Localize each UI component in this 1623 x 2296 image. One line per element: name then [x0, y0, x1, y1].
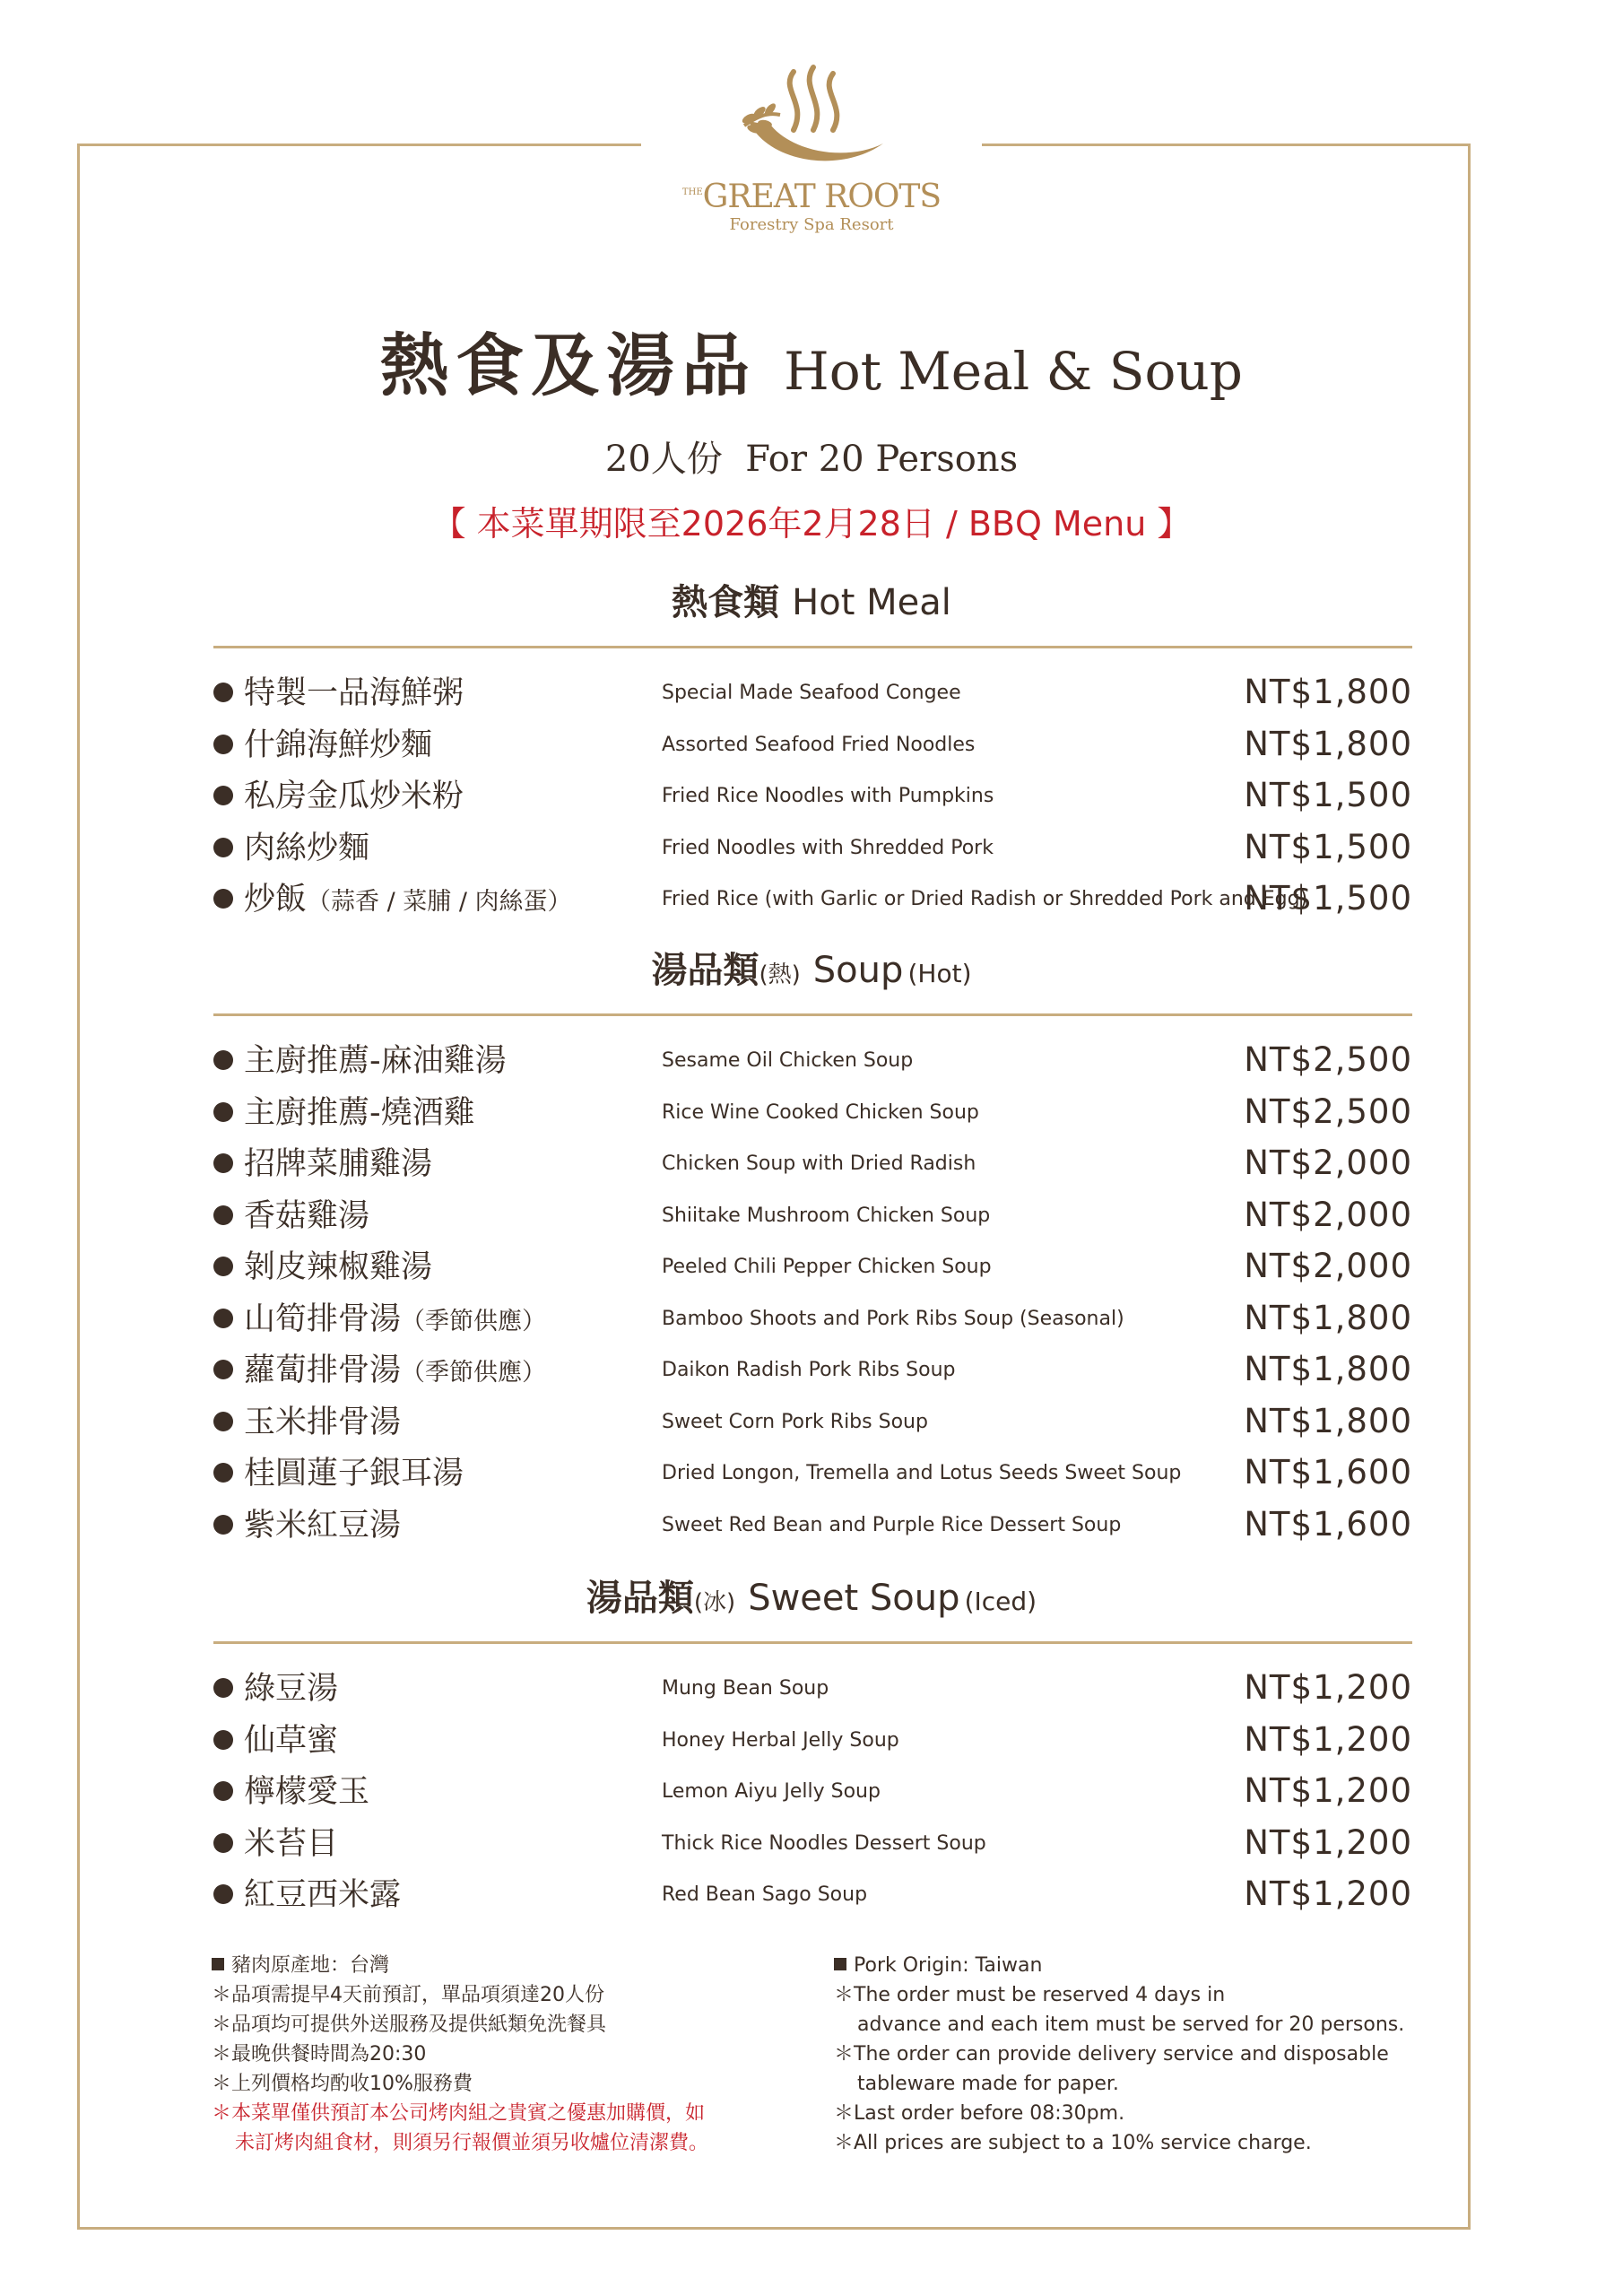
note-red-line: ＊本菜單僅供預訂本公司烤肉組之貴賓之優惠加購價，如	[212, 2102, 706, 2125]
menu-item-name-zh: 炒飯（蒜香 / 菜脯 / 肉絲蛋）	[213, 881, 572, 921]
menu-item-name-zh: 特製一品海鮮粥	[213, 674, 464, 715]
menu-item-price: NT$1,200	[1244, 1822, 1412, 1862]
menu-item	[213, 1091, 1412, 1135]
menu-item-name-zh: 肉絲炒麵	[213, 830, 369, 870]
bullet-icon	[213, 1360, 233, 1379]
notes-en	[834, 1951, 1462, 2158]
note-origin-en: Pork Origin: Taiwan	[834, 1951, 1462, 1980]
section-title-hot-meal: 熱食類 Hot Meal	[672, 582, 951, 623]
menu-item-name-en: Sesame Oil Chicken Soup	[662, 1049, 914, 1072]
menu-item-price: NT$1,500	[1244, 879, 1412, 918]
subtitle-zh: 20人份	[604, 439, 723, 480]
menu-item	[213, 1297, 1412, 1342]
bullet-icon	[213, 1153, 233, 1173]
menu-item-price: NT$1,500	[1244, 827, 1412, 866]
menu-item-price: NT$2,500	[1244, 1091, 1412, 1131]
note-line: ＊The order must be reserved 4 days in	[834, 1984, 1226, 2006]
menu-item-price: NT$2,000	[1244, 1195, 1412, 1234]
square-bullet-icon	[834, 1958, 846, 1970]
menu-item-name-zh: 招牌菜脯雞湯	[213, 1145, 432, 1186]
menu-item-name-zh: 檸檬愛玉	[213, 1773, 369, 1813]
note-line: ＊The order can provide delivery service and disposable	[834, 2043, 1389, 2066]
section-title-soup-hot: 湯品類(熱) Soup (Hot)	[651, 950, 972, 991]
note-line: ＊All prices are subject to a 10% service charge.	[834, 2132, 1312, 2154]
menu-item-name-en: Lemon Aiyu Jelly Soup	[662, 1780, 881, 1803]
notes-zh	[212, 1951, 839, 2158]
menu-item-price: NT$1,600	[1244, 1504, 1412, 1544]
note-red-line: 未訂烤肉組食材，則須另行報價並須另收爐位清潔費。	[235, 2132, 709, 2154]
page-subtitle	[0, 439, 1623, 480]
bullet-icon	[213, 683, 233, 702]
subtitle-en: For 20 Persons	[745, 439, 1019, 480]
note-origin-zh: 豬肉原產地：台灣	[212, 1951, 839, 1980]
menu-item	[213, 1451, 1412, 1496]
menu-item-price: NT$1,200	[1244, 1874, 1412, 1913]
section-title-soup-iced: 湯品類(冰) Sweet Soup (Iced)	[586, 1578, 1037, 1619]
menu-item-name-en: Bamboo Shoots and Pork Ribs Soup (Seasonal)	[662, 1307, 1124, 1330]
menu-item	[213, 1245, 1412, 1290]
menu-item	[213, 723, 1412, 768]
menu-item-name-en: Fried Rice Noodles with Pumpkins	[662, 785, 994, 807]
menu-item	[213, 877, 1412, 922]
menu-item-price: NT$1,200	[1244, 1719, 1412, 1759]
bullet-icon	[213, 889, 233, 909]
menu-item-name-en: Daikon Radish Pork Ribs Soup	[662, 1359, 956, 1381]
menu-item-name-en: Chicken Soup with Dried Radish	[662, 1152, 976, 1175]
menu-item-note: （季節供應）	[401, 1307, 547, 1335]
title-en: Hot Meal & Soup	[784, 341, 1243, 402]
menu-item-name-en: Peeled Chili Pepper Chicken Soup	[662, 1256, 992, 1278]
menu-item-name-zh: 桂圓蓮子銀耳湯	[213, 1455, 464, 1495]
menu-item-name-en: Assorted Seafood Fried Noodles	[662, 733, 976, 756]
note-line: tableware made for paper.	[857, 2073, 1119, 2095]
menu-item-name-zh: 什錦海鮮炒麵	[213, 726, 432, 767]
resort-logo	[681, 63, 942, 278]
menu-item-name-zh: 紅豆西米露	[213, 1876, 401, 1917]
menu-item-name-en: Honey Herbal Jelly Soup	[662, 1728, 899, 1752]
bullet-icon	[213, 838, 233, 857]
menu-item	[213, 1718, 1412, 1763]
menu-item-name-zh: 紫米紅豆湯	[213, 1507, 401, 1547]
menu-item-name-en: Red Bean Sago Soup	[662, 1883, 868, 1906]
bullet-icon	[213, 1463, 233, 1483]
bullet-icon	[213, 1730, 233, 1750]
menu-item-name-en: Sweet Corn Pork Ribs Soup	[662, 1410, 928, 1433]
bullet-icon	[213, 1257, 233, 1276]
bullet-icon	[213, 735, 233, 754]
bullet-icon	[213, 1205, 233, 1225]
menu-item-price: NT$2,000	[1244, 1144, 1412, 1182]
menu-item-name-zh: 米苔目	[213, 1825, 338, 1866]
bullet-icon	[213, 1781, 233, 1801]
menu-item-price: NT$1,800	[1244, 673, 1412, 711]
section-divider	[213, 1641, 1412, 1644]
menu-item-name-en: Thick Rice Noodles Dessert Soup	[662, 1831, 986, 1855]
menu-item-name-en: Special Made Seafood Congee	[662, 682, 961, 704]
menu-item	[213, 1873, 1412, 1918]
menu-item	[213, 1770, 1412, 1814]
menu-item-price: NT$1,200	[1244, 1668, 1412, 1707]
menu-item-price: NT$1,800	[1244, 1401, 1412, 1440]
menu-item-note: （季節供應）	[401, 1359, 547, 1387]
bullet-icon	[213, 786, 233, 805]
bullet-icon	[213, 1309, 233, 1328]
menu-item	[213, 1503, 1412, 1548]
square-bullet-icon	[212, 1958, 224, 1970]
bullet-icon	[213, 1884, 233, 1904]
menu-item-name-en: Fried Noodles with Shredded Pork	[662, 836, 994, 859]
menu-item-name-zh: 私房金瓜炒米粉	[213, 778, 464, 818]
menu-item-price: NT$1,500	[1244, 776, 1412, 814]
note-line: ＊最晚供餐時間為20:30	[212, 2043, 427, 2066]
page-title	[0, 326, 1623, 405]
menu-item	[213, 1400, 1412, 1445]
title-zh: 熱食及湯品	[380, 326, 758, 405]
menu-item	[213, 1666, 1412, 1711]
bullet-icon	[213, 1102, 233, 1122]
menu-item-price: NT$1,800	[1244, 1298, 1412, 1337]
menu-item-name-zh: 蘿蔔排骨湯（季節供應）	[213, 1352, 546, 1392]
menu-item-price: NT$1,200	[1244, 1771, 1412, 1810]
menu-item	[213, 826, 1412, 871]
menu-item-name-zh: 主廚推薦-麻油雞湯	[213, 1042, 507, 1083]
bullet-icon	[213, 1678, 233, 1698]
menu-item-name-zh: 仙草蜜	[213, 1722, 338, 1762]
menu-item	[213, 1348, 1412, 1393]
note-line: ＊品項均可提供外送服務及提供紙類免洗餐具	[212, 2013, 607, 2036]
menu-item-price: NT$2,000	[1244, 1247, 1412, 1285]
menu-item-price: NT$2,500	[1244, 1040, 1412, 1079]
menu-item-name-en: Rice Wine Cooked Chicken Soup	[662, 1100, 979, 1124]
menu-item-price: NT$1,800	[1244, 1350, 1412, 1388]
menu-item-name-zh: 山筍排骨湯（季節供應）	[213, 1300, 546, 1341]
menu-validity-notice: 【 本菜單期限至2026年2月28日 / BBQ Menu 】	[431, 504, 1192, 544]
menu-item-name-en: Shiitake Mushroom Chicken Soup	[662, 1204, 991, 1227]
logo-name: $^{THE}$GREAT ROOTS	[681, 178, 942, 215]
menu-item	[213, 1822, 1412, 1866]
logo-emblem-icon	[731, 63, 892, 179]
bullet-icon	[213, 1050, 233, 1070]
bullet-icon	[213, 1515, 233, 1535]
menu-item-name-zh: 綠豆湯	[213, 1670, 338, 1710]
menu-item-name-en: Sweet Red Bean and Purple Rice Dessert Soup	[662, 1513, 1122, 1536]
menu-item	[213, 1194, 1412, 1239]
note-line: ＊品項需提早4天前預訂，單品項須達20人份	[212, 1984, 604, 2006]
menu-item	[213, 1142, 1412, 1187]
menu-item-name-zh: 香菇雞湯	[213, 1197, 369, 1238]
menu-item-name-zh: 剝皮辣椒雞湯	[213, 1248, 432, 1289]
menu-item-name-en: Dried Longon, Tremella and Lotus Seeds Sweet Soup	[662, 1462, 1182, 1484]
menu-item	[213, 774, 1412, 819]
menu-item	[213, 1039, 1412, 1083]
note-line: advance and each item must be served for 20 persons.	[857, 2013, 1405, 2036]
menu-item-name-zh: 主廚推薦-燒酒雞	[213, 1094, 475, 1135]
bullet-icon	[213, 1833, 233, 1853]
menu-item-name-en: Mung Bean Soup	[662, 1677, 829, 1700]
menu-item	[213, 671, 1412, 716]
menu-item-note: （蒜香 / 菜脯 / 肉絲蛋）	[307, 888, 572, 916]
note-line: ＊上列價格均酌收10%服務費	[212, 2073, 473, 2095]
section-divider	[213, 1013, 1412, 1016]
note-line: ＊Last order before 08:30pm.	[834, 2102, 1125, 2125]
menu-item-name-en: Fried Rice (with Garlic or Dried Radish or Shredded Pork and Egg)	[662, 888, 1308, 910]
menu-item-name-zh: 玉米排骨湯	[213, 1404, 401, 1444]
menu-item-price: NT$1,600	[1244, 1453, 1412, 1492]
logo-tagline: Forestry Spa Resort	[729, 215, 894, 234]
bullet-icon	[213, 1412, 233, 1431]
section-divider	[213, 646, 1412, 648]
menu-item-price: NT$1,800	[1244, 724, 1412, 763]
